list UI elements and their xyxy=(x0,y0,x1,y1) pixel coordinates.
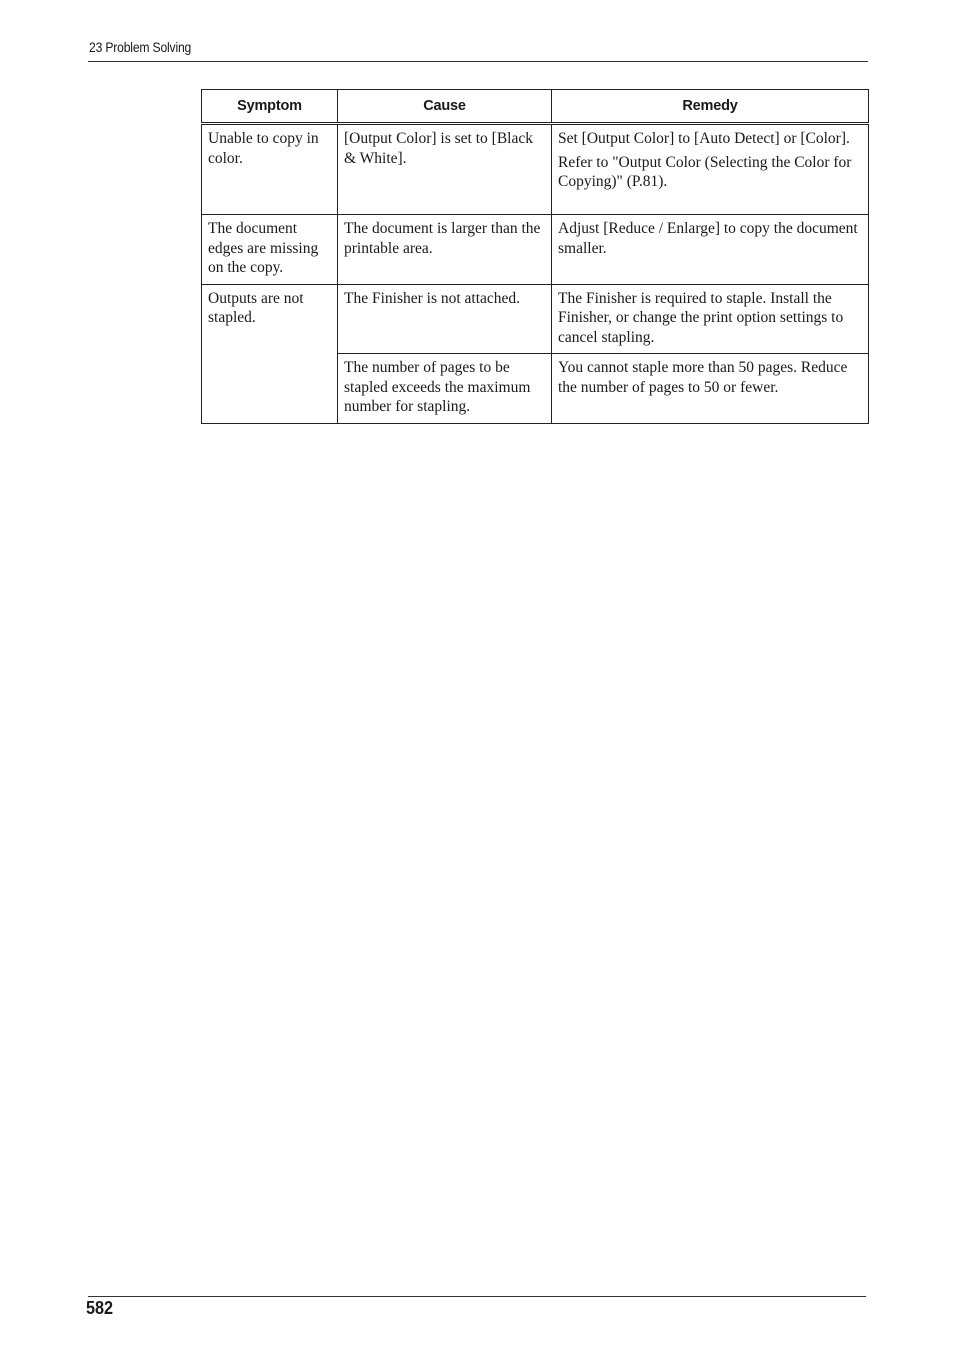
page-number: 582 xyxy=(86,1298,114,1318)
table-row xyxy=(202,215,869,285)
remedy-cell xyxy=(552,354,869,424)
table-row xyxy=(202,284,869,354)
remedy-cell xyxy=(552,284,869,354)
symptom-cell: Unable to copy in color. xyxy=(202,124,338,215)
column-header-symptom: Symptom xyxy=(202,90,338,124)
remedy-text: Set [Output Color] to [Auto Detect] or [Color]. xyxy=(558,130,850,147)
troubleshooting-table xyxy=(201,89,869,424)
cause-cell: The document is larger than the printable area. xyxy=(338,215,552,285)
symptom-cell: Outputs are not stapled. xyxy=(202,284,338,423)
remedy-reference-text: Refer to "Output Color (Selecting the Color for Copying)" (P.81). xyxy=(558,153,852,190)
cause-cell: [Output Color] is set to [Black & White]. xyxy=(338,124,552,215)
remedy-text: Adjust [Reduce / Enlarge] to copy the document smaller. xyxy=(558,220,858,257)
remedy-text: You cannot staple more than 50 pages. Reduce the number of pages to 50 or fewer. xyxy=(558,359,848,396)
running-header: 23 Problem Solving xyxy=(89,40,192,55)
table-header-row xyxy=(202,90,869,124)
symptom-cell: The document edges are missing on the copy. xyxy=(202,215,338,285)
cause-cell: The number of pages to be stapled exceeds the maximum number for stapling. xyxy=(338,354,552,424)
footer-divider xyxy=(88,1296,866,1297)
column-header-remedy: Remedy xyxy=(552,90,869,124)
remedy-cell xyxy=(552,124,869,215)
remedy-text: The Finisher is required to staple. Install the Finisher, or change the print option settings to cancel stapling. xyxy=(558,289,844,346)
header-divider xyxy=(88,61,868,62)
table-row xyxy=(202,124,869,215)
column-header-cause: Cause xyxy=(338,90,552,124)
cause-cell: The Finisher is not attached. xyxy=(338,284,552,354)
remedy-cell xyxy=(552,215,869,285)
